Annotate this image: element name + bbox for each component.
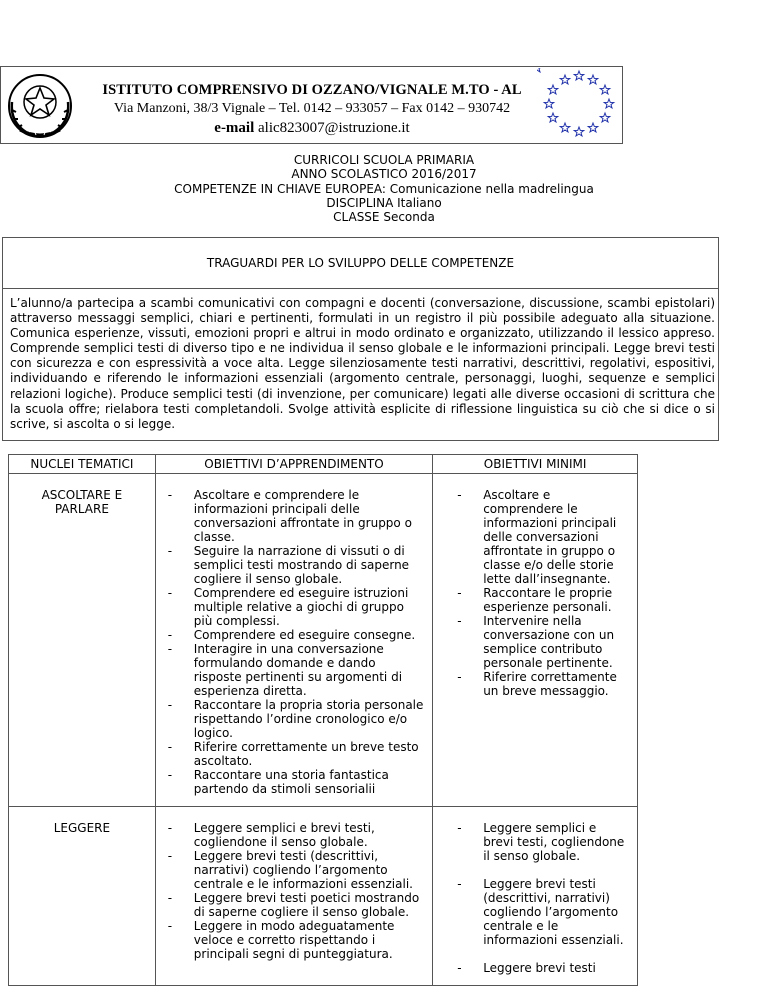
list-item: - Leggere semplici e brevi testi, cogliendone il senso globale. xyxy=(156,821,424,849)
list-item: - Leggere brevi testi (descrittivi, narrativi) cogliendo l’argomento centrale e le informazioni essenziali. xyxy=(156,849,424,891)
curriculum-line: ANNO SCOLASTICO 2016/2017 xyxy=(291,167,477,182)
header-text xyxy=(92,82,532,137)
list-item: - Seguire la narrazione di vissuti o di semplici testi mostrando di saperne cogliere il senso globale. xyxy=(156,544,424,586)
minimi-cell xyxy=(433,474,638,807)
list-item: - Leggere brevi testi (descrittivi, narrativi) cogliendo l’argomento centrale e le informazioni essenziali. xyxy=(445,877,629,947)
column-header: OBIETTIVI D’APPRENDIMENTO xyxy=(155,455,432,474)
curriculum-line: CURRICOLI SCUOLA PRIMARIA xyxy=(293,153,475,167)
list-item: - Comprendere ed eseguire consegne. xyxy=(156,628,424,642)
nucleo-cell: ASCOLTARE E PARLARE xyxy=(9,474,156,807)
curriculum-line: DISCIPLINA Italiano xyxy=(326,195,442,210)
list-item: - Ascoltare e comprendere le informazioni principali delle conversazioni affrontate in gruppo o classe e/o delle storie lette dall’insegnante. xyxy=(445,488,629,586)
curriculum-line: CLASSE Seconda xyxy=(333,210,435,225)
nucleo-cell: LEGGERE xyxy=(9,807,156,986)
column-header: NUCLEI TEMATICI xyxy=(9,455,156,474)
school-name: ISTITUTO COMPRENSIVO DI OZZANO/VIGNALE M.TO - AL xyxy=(102,82,522,98)
list-item: - Raccontare una storia fantastica partendo da stimoli sensorialii xyxy=(156,768,424,796)
table-row xyxy=(9,807,638,986)
list-item: - Leggere brevi testi xyxy=(445,961,629,975)
column-header: OBIETTIVI MINIMI xyxy=(433,455,638,474)
curriculum-heading xyxy=(0,153,768,224)
list-item: - Riferire correttamente un breve messaggio. xyxy=(445,670,629,698)
list-item: - Interagire in una conversazione formulando domande e dando risposte pertinenti su argomenti di esperienza diretta. xyxy=(156,642,424,698)
list-item: - Raccontare le proprie esperienze personali. xyxy=(445,586,629,614)
table-header-row xyxy=(9,455,638,474)
eu-stars-icon xyxy=(537,68,621,142)
list-item: - Raccontare la propria storia personale rispettando l’ordine cronologico e/o logico. xyxy=(156,698,424,740)
list-item: - Leggere brevi testi poetici mostrando di saperne cogliere il senso globale. xyxy=(156,891,424,919)
school-email: alic823007@istruzione.it xyxy=(258,120,410,136)
traguardi-title: TRAGUARDI PER LO SVILUPPO DELLE COMPETENZE xyxy=(206,256,515,270)
list-item: - Comprendere ed eseguire istruzioni multiple relative a giochi di gruppo più complessi. xyxy=(156,586,424,628)
obiettivi-cell xyxy=(155,474,432,807)
list-item: - Ascoltare e comprendere le informazioni principali delle conversazioni affrontate in gruppo o classe. xyxy=(156,488,424,544)
school-address: Via Manzoni, 38/3 Vignale – Tel. 0142 – 933057 – Fax 0142 – 930742 xyxy=(113,101,511,116)
school-email-line xyxy=(92,120,532,137)
list-item: - Riferire correttamente un breve testo ascoltato. xyxy=(156,740,424,768)
list-item: - Intervenire nella conversazione con un semplice contributo personale pertinente. xyxy=(445,614,629,670)
repubblica-emblem-icon xyxy=(2,72,78,140)
email-label: e-mail xyxy=(214,120,255,136)
list-item: - Leggere in modo adeguatamente veloce e corretto rispettando i principali segni di punteggiatura. xyxy=(156,919,424,961)
divider xyxy=(2,288,719,289)
minimi-cell xyxy=(433,807,638,986)
objectives-table xyxy=(8,454,638,986)
list-item: - Leggere semplici e brevi testi, cogliendone il senso globale. xyxy=(445,821,629,863)
obiettivi-cell xyxy=(155,807,432,986)
traguardi-text: L’alunno/a partecipa a scambi comunicativi con compagni e docenti (conversazione, discussione, scambi epistolari) attraverso messaggi semplici, chiari e pertinenti, formulati in un registro il più possibile adeguato alla situazione. Comunica esperienze, vissuti, emozioni propri e altrui in modo ordinato e organizzato, utilizzando il lessico appreso. Comprende semplici testi di diverso tipo e ne individua il senso globale e le informazioni principali. Legge brevi testi con sicurezza e con espressività a voce alta. Legge silenziosamente testi narrativi, descrittivi, regolativi, espositivi, individuando e riferendo le informazioni essenziali (argomento centrale, personaggi, luoghi, sequenze e semplici relazioni logiche). Produce semplici testi (di invenzione, per comunicare) legati alle diverse occasioni di scrittura che la scuola offre; rielabora testi completandoli. Svolge attività esplicite di riflessione linguistica su ciò che si dice o si scrive, si ascolta o si legge. xyxy=(10,296,715,431)
curriculum-line: COMPETENZE IN CHIAVE EUROPEA: Comunicazione nella madrelingua xyxy=(174,181,594,196)
table-row xyxy=(9,474,638,807)
